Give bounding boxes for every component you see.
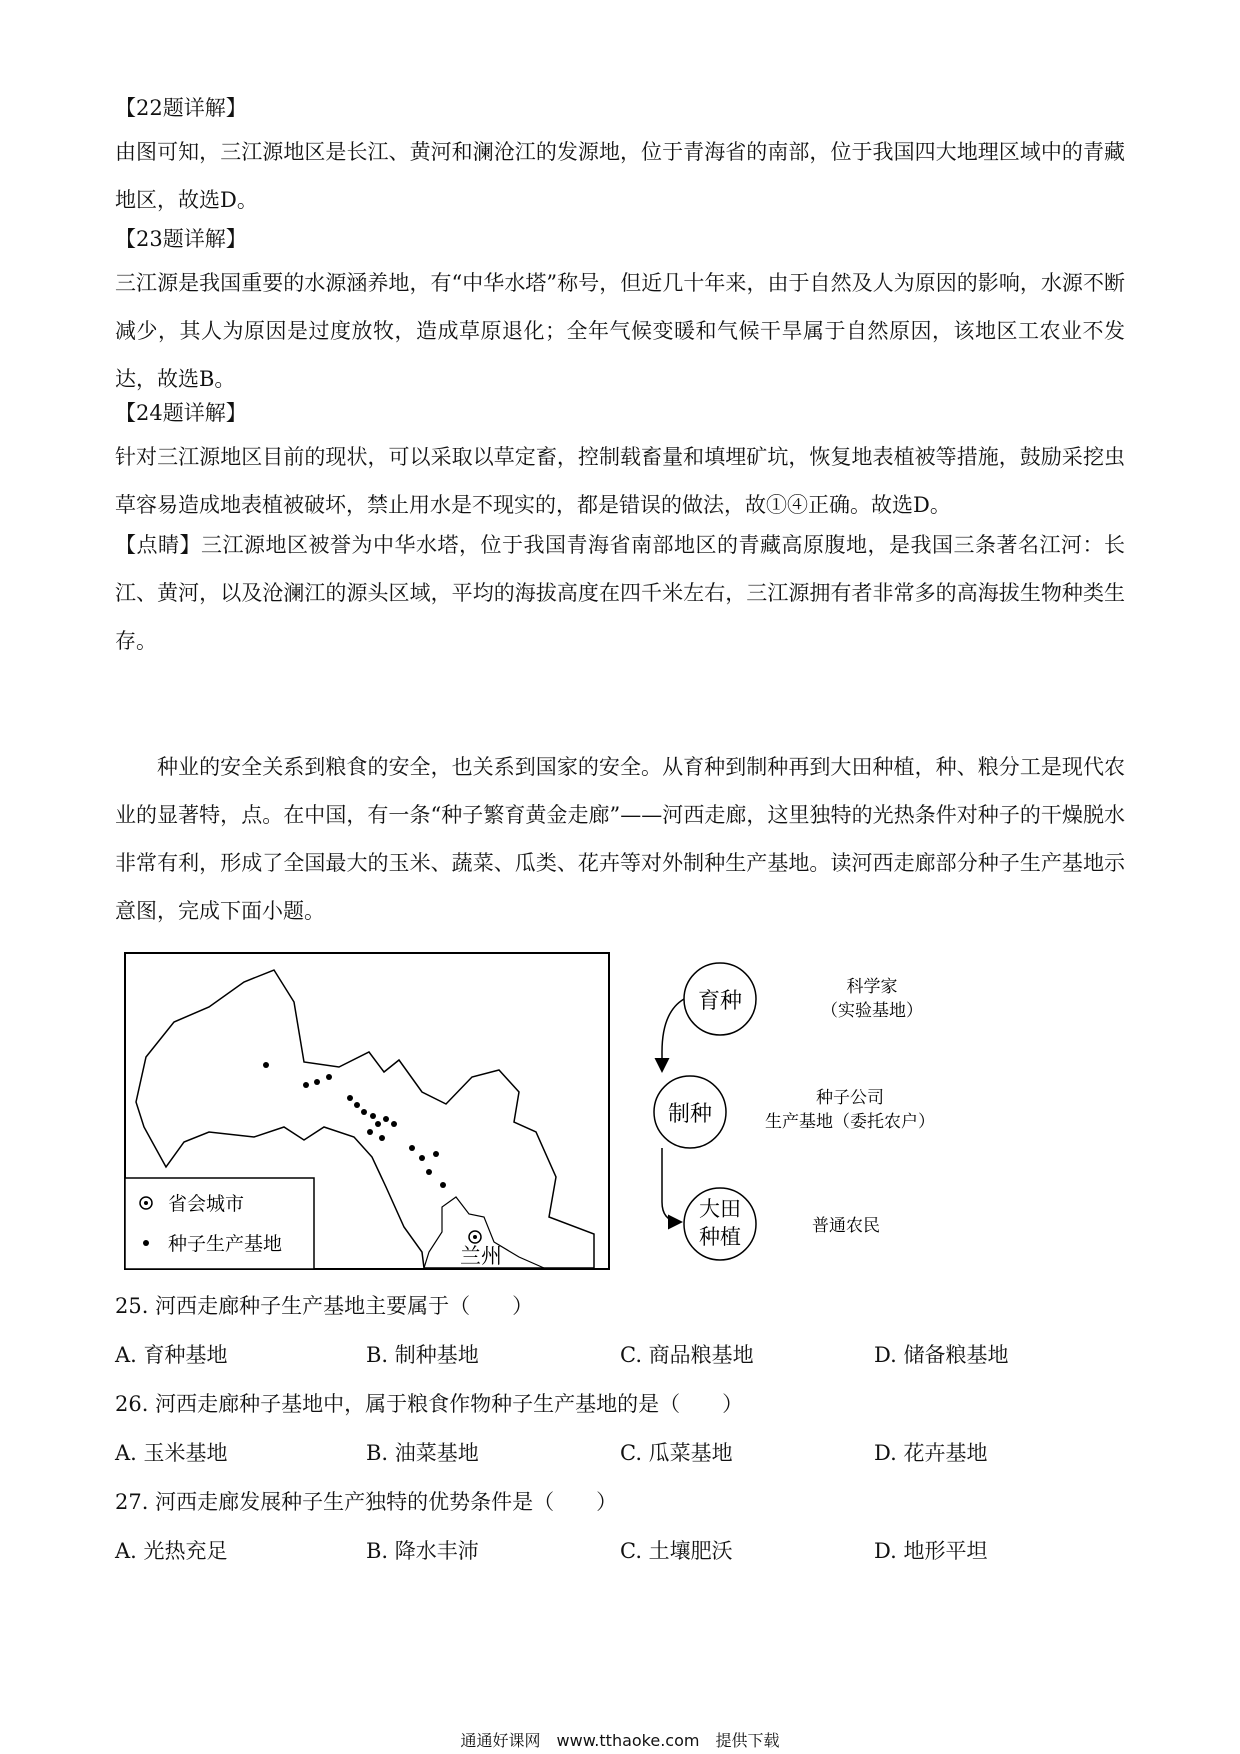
- arrow-production-to-field: [662, 1148, 680, 1222]
- production-desc1: 种子公司: [816, 1088, 884, 1108]
- q27-option-c[interactable]: C. 土壤肥沃: [620, 1539, 733, 1563]
- dianjing-body: 三江源地区被誉为中华水塔，位于我国青海省南部地区的青藏高原腹地，是我国三条著名江河：长江、黄河，以及沧澜江的源头区域，平均的海拔高度在四千米左右，三江源拥有者非常多的高海拔生物种类生存。: [115, 533, 1125, 653]
- q23-heading: 【23题详解】: [115, 227, 247, 251]
- arrow-breeding-to-production: [662, 999, 684, 1070]
- q27-option-b[interactable]: B. 降水丰沛: [366, 1539, 479, 1563]
- dianjing-label: 【点睛】: [115, 533, 201, 557]
- q25-option-b[interactable]: B. 制种基地: [366, 1343, 479, 1367]
- field-label-1: 大田: [699, 1197, 741, 1221]
- q26-option-d[interactable]: D. 花卉基地: [874, 1441, 988, 1465]
- q27-stem: 27. 河西走廊发展种子生产独特的优势条件是（ ）: [115, 1490, 618, 1514]
- map-legend: [125, 1178, 314, 1269]
- legend-base-label: 种子生产基地: [168, 1233, 283, 1255]
- production-label: 制种: [667, 1102, 713, 1127]
- q26-option-b[interactable]: B. 油菜基地: [366, 1441, 479, 1465]
- intro-paragraph: 种业的安全关系到粮食的安全，也关系到国家的安全。从育种到制种再到大田种植，种、粮分工是现代农业的显著特，点。在中国，有一条“种子繁育黄金走廊”——河西走廊，这里独特的光热条件对种子的干燥脱水非常有利，形成了全国最大的玉米、蔬菜、瓜类、花卉等对外制种生产基地。读河西走廊部分种子生产基地示意图，完成下面小题。: [115, 755, 1125, 923]
- q24-body: 针对三江源地区目前的现状，可以采取以草定畜，控制载畜量和填埋矿坑，恢复地表植被等措施，鼓励采挖虫草容易造成地表植被破坏，禁止用水是不现实的，都是错误的做法，故①④正确。故选D。: [115, 445, 1125, 517]
- dianjing-paragraph: [115, 521, 1125, 665]
- q26-stem: 26. 河西走廊种子基地中，属于粮食作物种子生产基地的是（ ）: [115, 1392, 744, 1416]
- q23-body: 三江源是我国重要的水源涵养地，有“中华水塔”称号，但近几十年来，由于自然及人为原因的影响，水源不断减少，其人为原因是过度放牧，造成草原退化；全年气候变暖和气候干旱属于自然原因，该地区工农业不发达，故选B。: [115, 271, 1125, 391]
- q26-option-a[interactable]: A. 玉米基地: [115, 1441, 228, 1465]
- production-desc2: 生产基地（委托农户）: [765, 1112, 935, 1132]
- field-label-2: 种植: [699, 1225, 741, 1249]
- q25-stem: 25. 河西走廊种子生产基地主要属于（ ）: [115, 1294, 534, 1318]
- lanzhou-label: 兰州: [460, 1244, 502, 1268]
- q26-option-c[interactable]: C. 瓜菜基地: [620, 1441, 733, 1465]
- page-footer[interactable]: 通通好课网 www.tthaoke.com 提供下载: [460, 1731, 780, 1750]
- q25-option-c[interactable]: C. 商品粮基地: [620, 1343, 754, 1367]
- field-desc1: 普通农民: [812, 1216, 880, 1236]
- q22-heading: 【22题详解】: [115, 96, 247, 120]
- legend-capital-label: 省会城市: [168, 1193, 245, 1215]
- q22-body: 由图可知，三江源地区是长江、黄河和澜沧江的发源地，位于青海省的南部，位于我国四大地理区域中的青藏地区，故选D。: [115, 140, 1125, 212]
- q25-option-d[interactable]: D. 储备粮基地: [874, 1343, 1009, 1367]
- breeding-label: 育种: [697, 989, 743, 1014]
- q24-heading: 【24题详解】: [115, 401, 247, 425]
- seed-flow-diagram: [640, 952, 970, 1282]
- q27-option-a[interactable]: A. 光热充足: [115, 1539, 228, 1563]
- q25-option-a[interactable]: A. 育种基地: [115, 1343, 228, 1367]
- breeding-desc1: 科学家: [846, 977, 898, 997]
- breeding-desc2: （实验基地）: [821, 1001, 923, 1021]
- q27-option-d[interactable]: D. 地形平坦: [874, 1539, 988, 1563]
- hexi-corridor-map: [124, 952, 610, 1270]
